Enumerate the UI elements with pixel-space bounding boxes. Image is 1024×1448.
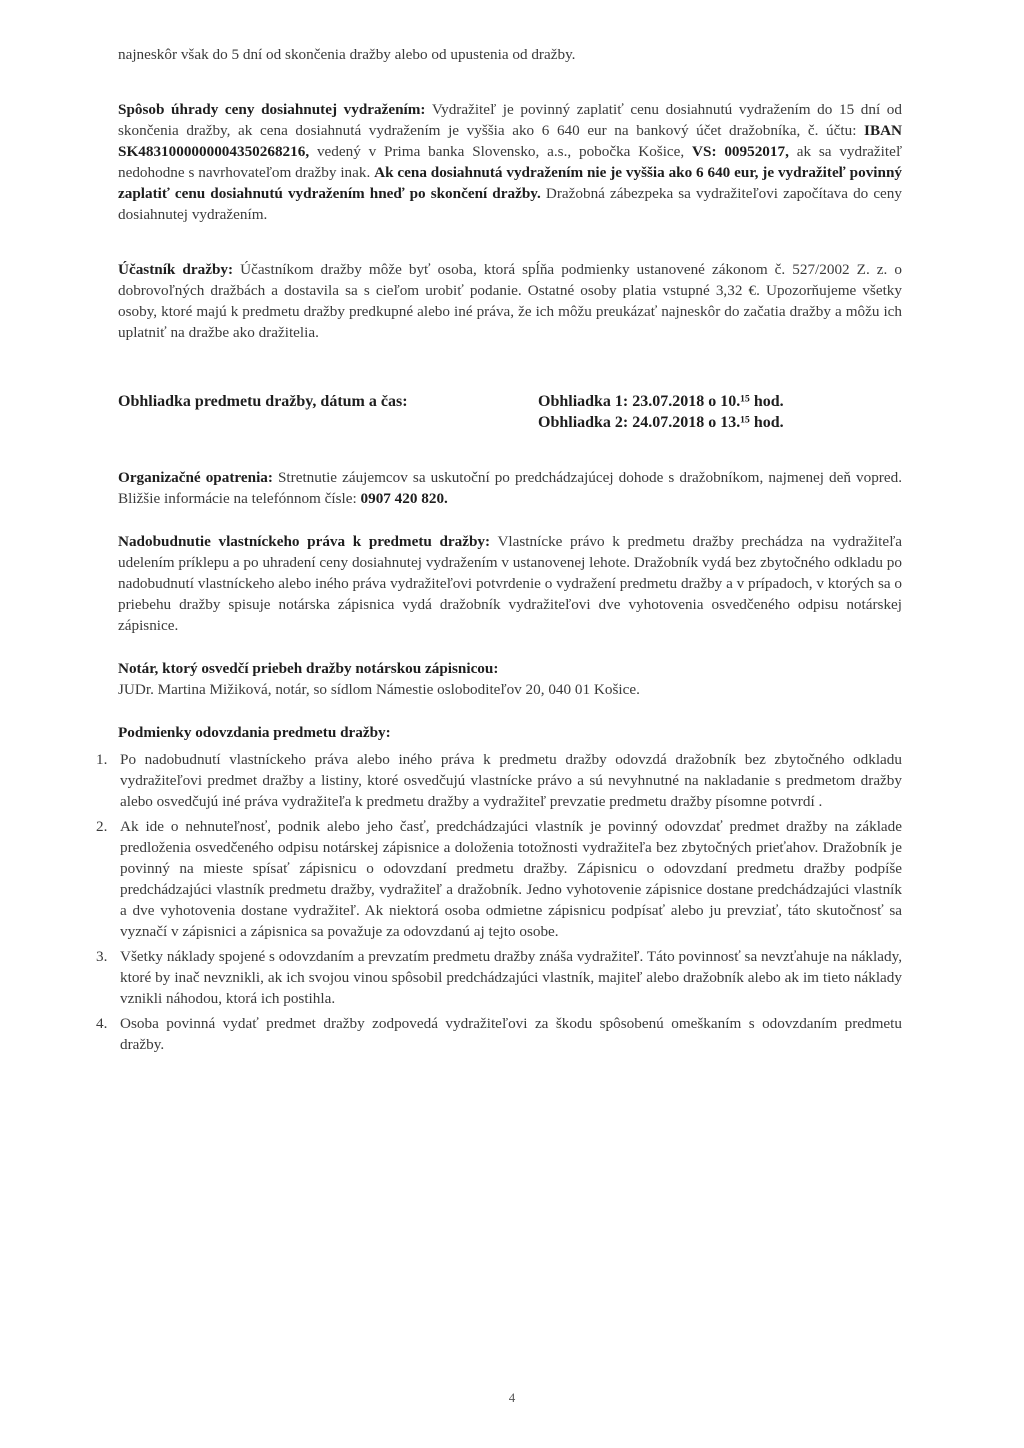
- list-item-text: Po nadobudnutí vlastníckeho práva alebo iného práva k predmetu dražby odovzdá dražobník bez zbytočného odkladu vydražiteľovi predmet dražby a listiny, ktoré osvedčujú vlastnícke právo a sú nevyhnutné na nakladanie s predmetom dražby alebo osvedčujú iné práva vydražiteľa k predmetu dražby a vydražiteľ prevzatie predmetu dražby písomne potvrdí .: [120, 751, 902, 810]
- list-item-number: 1.: [96, 751, 108, 768]
- list-item: [96, 816, 902, 942]
- inspection-section: [118, 391, 902, 433]
- organization-heading: Organizačné opatrenia:: [118, 469, 273, 486]
- organization-text: Stretnutie záujemcov sa uskutoční po predchádzajúcej dohode s dražobníkom, najmenej deň vopred. Bližšie informácie na telefónnom čísle:: [118, 469, 902, 507]
- ownership-heading: Nadobudnutie vlastníckeho práva k predmetu dražby:: [118, 533, 491, 550]
- notary-text: JUDr. Martina Mižiková, notár, so sídlom Námestie osloboditeľov 20, 040 01 Košice.: [118, 681, 640, 698]
- participant-section: [118, 259, 902, 343]
- inspection-label: Obhliadka predmetu dražby, dátum a čas:: [118, 393, 408, 410]
- list-item: [96, 1013, 902, 1055]
- ownership-text: Vlastnícke právo k predmetu dražby prechádza na vydražiteľa udelením príklepu a po uhradení ceny dosiahnutej vydražením v ustanovenej lehote. Dražobník vydá bez zbytočného odkladu po nadobudnutí vlastníckeho alebo iného práva vydražiteľovi potvrdenie o vydražení predmetu dražby a v prípadoch, v ktorých sa o priebehu dražby spisuje notárska zápisnica vydá dražobník vydražiteľovi dve vyhotovenia osvedčeného odpisu notárskej zápisnice.: [118, 533, 902, 634]
- handover-heading: Podmienky odovzdania predmetu dražby:: [118, 724, 391, 741]
- notary-heading: Notár, ktorý osvedčí priebeh dražby notárskou zápisnicou:: [118, 660, 499, 677]
- payment-text-4: Dražobná zábezpeka sa vydražiteľovi započítava do ceny dosiahnutej vydražením.: [118, 185, 902, 223]
- payment-text-3: ak sa vydražiteľ nedohodne s navrhovateľom dražby inak.: [118, 143, 903, 181]
- list-item-number: 4.: [96, 1015, 108, 1032]
- list-item-text: Všetky náklady spojené s odovzdaním a prevzatím predmetu dražby znáša vydražiteľ. Táto povinnosť sa nevzťahuje na náklady, ktoré by inač nevznikli, ak ich svojou vinou spôsobil predchádzajúci vlastník, majiteľ alebo dražobník alebo ak im tieto náklady vznikli náhodou, ktorá ich postihla.: [120, 948, 902, 1007]
- payment-text-1: Vydražiteľ je povinný zaplatiť cenu dosiahnutú vydražením do 15 dní od skončenia dražby, ak cena dosiahnutá vydražením je vyššia ako 6 640 eur na bankový účet dražobníka, č. účtu:: [118, 101, 902, 139]
- list-item-text: Ak ide o nehnuteľnosť, podnik alebo jeho časť, predchádzajúci vlastník je povinný odovzdať predmet dražby na základe predloženia osvedčeného odpisu notárskej zápisnice a doloženia totožnosti vydražiteľa bez zbytočných prieťahov. Dražobník je povinný na mieste spísať zápisnicu o odovzdaní predmetu dražby. Zápisnicu o odovzdaní predmetu dražby podpíše predchádzajúci vlastník predmetu dražby, vydražiteľ a dražobník. Jedno vyhotovenie zápisnice dostane predchádzajúci vlastník a dve vyhotovenia dostane vydražiteľ. Ak niektorá osoba odmietne zápisnicu podpísať alebo ju prevziať, táto skutočnosť sa vyznačí v zápisnici a zápisnica sa považuje za odovzdanú aj tejto osobe.: [120, 818, 902, 940]
- organization-phone: 0907 420 820.: [360, 490, 448, 507]
- page-number: 4: [508, 1390, 516, 1405]
- list-item-number: 3.: [96, 948, 108, 965]
- payment-vs: VS: 00952017,: [692, 143, 789, 160]
- list-item-text: Osoba povinná vydať predmet dražby zodpovedá vydražiteľovi za škodu spôsobenú omeškaním s odovzdaním predmetu dražby.: [120, 1015, 902, 1053]
- intro-line: najneskôr však do 5 dní od skončenia dražby alebo od upustenia od dražby.: [118, 46, 576, 63]
- list-item: [96, 946, 902, 1009]
- payment-section: [118, 99, 902, 225]
- list-item: [96, 749, 902, 812]
- handover-section: [96, 722, 902, 1055]
- organization-section: [118, 467, 902, 509]
- payment-heading: Spôsob úhrady ceny dosiahnutej vydražením:: [118, 101, 426, 118]
- list-item-number: 2.: [96, 818, 108, 835]
- participant-heading: Účastník dražby:: [118, 261, 234, 278]
- ownership-section: [118, 531, 902, 636]
- payment-text-2: vedený v Prima banka Slovensko, a.s., pobočka Košice,: [316, 143, 685, 160]
- handover-list: [96, 749, 902, 1055]
- inspection-dates: [538, 391, 784, 433]
- inspection-date-1: Obhliadka 1: 23.07.2018 o 10.¹⁵ hod.: [538, 393, 784, 410]
- notary-section: [118, 658, 902, 700]
- inspection-date-2: Obhliadka 2: 24.07.2018 o 13.¹⁵ hod.: [538, 414, 784, 431]
- participant-text: Účastníkom dražby môže byť osoba, ktorá spĺňa podmienky ustanovené zákonom č. 527/2002 Z. z. o dobrovoľných dražbách a dostavila sa s cieľom urobiť podanie. Ostatné osoby platia vstupné 3,32 €. Upozorňujeme všetky osoby, ktoré majú k predmetu dražby predkupné alebo iné práva, že ich môžu preukázať najneskôr do začatia dražby a môžu ich uplatniť na dražbe ako dražitelia.: [118, 261, 902, 341]
- document-page: [96, 44, 903, 1059]
- payment-iban: IBAN SK4831000000004350268216,: [118, 122, 903, 160]
- payment-bold-sentence: Ak cena dosiahnutá vydražením nie je vyššia ako 6 640 eur, je vydražiteľ povinný zaplatiť cenu dosiahnutú vydražením hneď po skončení dražby.: [118, 164, 902, 202]
